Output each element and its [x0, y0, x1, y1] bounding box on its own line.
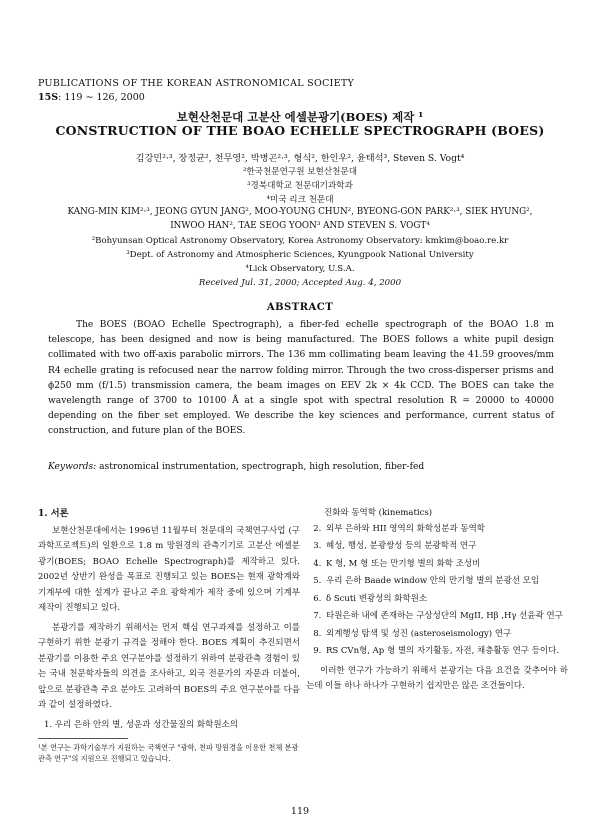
volume-info	[38, 92, 145, 103]
list-item: 8. 외계행성 탐색 및 성진 (asteroseismology) 연구	[324, 627, 568, 643]
affiliation-boao: ²Bohyunsan Optical Astronomy Observatory, Korea Astronomy Observatory: kmkim@boao.re.kr	[91, 236, 509, 246]
list-item-1: 1. 우리 은하 안의 별, 성운과 성간물질의 화학원소의	[44, 719, 238, 730]
list-item: 6. δ Scuti 변광성의 화학원소	[324, 592, 568, 608]
list-item: 2. 외부 은하와 HII 영역의 화학성분과 동역학	[324, 522, 568, 538]
footnote-rule	[38, 738, 128, 739]
footnote: ¹본 연구는 과학기술부가 지원하는 국책연구 "광학, 천파 망원경을 이용한 천체 분광 관측 연구"의 지원으로 진행되고 있습니다.	[38, 743, 299, 763]
english-authors-line1: KANG-MIN KIM²·³, JEONG GYUN JANG², MOO-YOUNG CHUN², BYEONG-GON PARK²·³, SIEK HYUNG²,	[67, 207, 533, 217]
left-column	[38, 506, 300, 733]
korean-affiliation-3: ⁴미국 리크 천문대	[266, 195, 334, 205]
english-title: CONSTRUCTION OF THE BOAO ECHELLE SPECTROGRAPH (BOES)	[55, 123, 545, 138]
list-item: 9. RS CVn형, Ap 형 별의 자기활동, 자전, 채층활동 연구 등이다.	[324, 644, 568, 660]
list-item: 7. 타원은하 내에 존재하는 구상성단의 MgII, Hβ ,Hγ 선윤곽 연구	[324, 609, 568, 625]
right-column	[306, 506, 568, 695]
keywords-text: astronomical instrumentation, spectrograph, high resolution, fiber-fed	[96, 462, 425, 472]
page-range: : 119 ∼ 126, 2000	[58, 92, 145, 103]
keywords-label: Keywords:	[48, 462, 97, 472]
list-item-1-continued: 진화와 동역학 (kinematics)	[324, 508, 433, 518]
received-dates: Received Jul. 31, 2000; Accepted Aug. 4, 2000	[198, 278, 402, 288]
intro-paragraph-2: 분광기를 제작하기 위해서는 먼저 핵심 연구과제를 설정하고 이를 구현하기 위한 분광기 규격을 정해야 한다. BOES 계획이 추진되면서 분광기를 이용한 주요 연구분야를 설정하기 위하여 분광관측 경험이 있는 국내 천문학자들의 의견을 조사하고, 외국 전문가의 자문과 더불어, 앞으로 분광관측 주요 분야도 고려하여 BOES의 주요 연구분야를 다음과 같이 설정하였다.	[38, 622, 300, 710]
journal-name: PUBLICATIONS OF THE KOREAN ASTRONOMICAL SOCIETY	[38, 78, 355, 89]
intro-paragraph-3: 이러한 연구가 가능하기 위해서 분광기는 다음 요건을 갖추어야 하는데 이들 하나 하나가 구현하기 쉽지만은 않은 조건들이다.	[306, 665, 568, 691]
abstract-text: The BOES (BOAO Echelle Spectrograph), a fiber-fed echelle spectrograph of the BOAO 1.8 m telescope, has been designed and now is being manufactured. The BOES follows a white pupil design collimated with two off-axis parabolic mirrors. The 136 mm collimating beam leaving the 41.59 grooves/mm R4 echelle grating is refocused near the narrow folding mirror. Through the two cross-disperser prisms and ϕ250 mm (f/1.5) transmission camera, the beam images on EEV 2k × 4k CCD. The BOES can take the wavelength range of 3700 to 10100 Å at a single spot with spectral resolution R = 20000 to 40000 depending on the fiber set employed. We describe the key sciences and performance, current status of construction, and future plan of the BOES.	[48, 320, 554, 437]
abstract-heading: ABSTRACT	[266, 302, 334, 313]
keywords	[48, 462, 554, 472]
research-list	[306, 522, 568, 660]
volume-number: 15S	[38, 92, 59, 103]
section-heading-intro: 1. 서론	[38, 508, 69, 519]
list-item: 4. K 형, M 형 또는 만기형 별의 화학 조성비	[324, 557, 568, 573]
list-item: 3. 혜성, 행성, 분광쌍성 등의 분광학적 연구	[324, 539, 568, 555]
english-authors-line2: INWOO HAN², TAE SEOG YOON³ AND STEVEN S. VOGT⁴	[170, 221, 430, 231]
korean-title: 보현산천문대 고분산 에셀분광기(BOES) 제작 ¹	[176, 110, 424, 124]
korean-authors: 김강민²·³, 장정균², 천무영², 박병곤²·³, 형식², 한인우², 윤태석³, Steven S. Vogt⁴	[135, 153, 465, 164]
intro-paragraph-1: 보현산천문대에서는 1996년 11월부터 천문대의 국책연구사업 (구 과학프로젝트)의 일환으로 1.8 m 망원경의 관측기기로 고분산 에셀분광기(BOES; BOAO Echelle Spectrograph)를 제작하고 있다. 2002년 상반기 완성을 목표로 진행되고 있는 BOES는 현재 광학계와 기계부에 대한 설계가 끝나고 주요 광학계가 제작 중에 있으며 기계부 제작이 진행되고 있다.	[38, 525, 300, 613]
korean-affiliation-1: ²한국천문연구원 보현산천문대	[242, 167, 358, 177]
affiliation-lick: ⁴Lick Observatory, U.S.A.	[245, 264, 355, 274]
page-number: 119	[290, 806, 310, 817]
list-item: 5. 우리 은하 Baade window 안의 만기형 별의 분광선 모임	[324, 574, 568, 590]
korean-affiliation-2: ³경북대학교 천문대기과학과	[247, 181, 353, 191]
affiliation-knu: ³Dept. of Astronomy and Atmospheric Sciences, Kyungpook National University	[126, 250, 474, 260]
